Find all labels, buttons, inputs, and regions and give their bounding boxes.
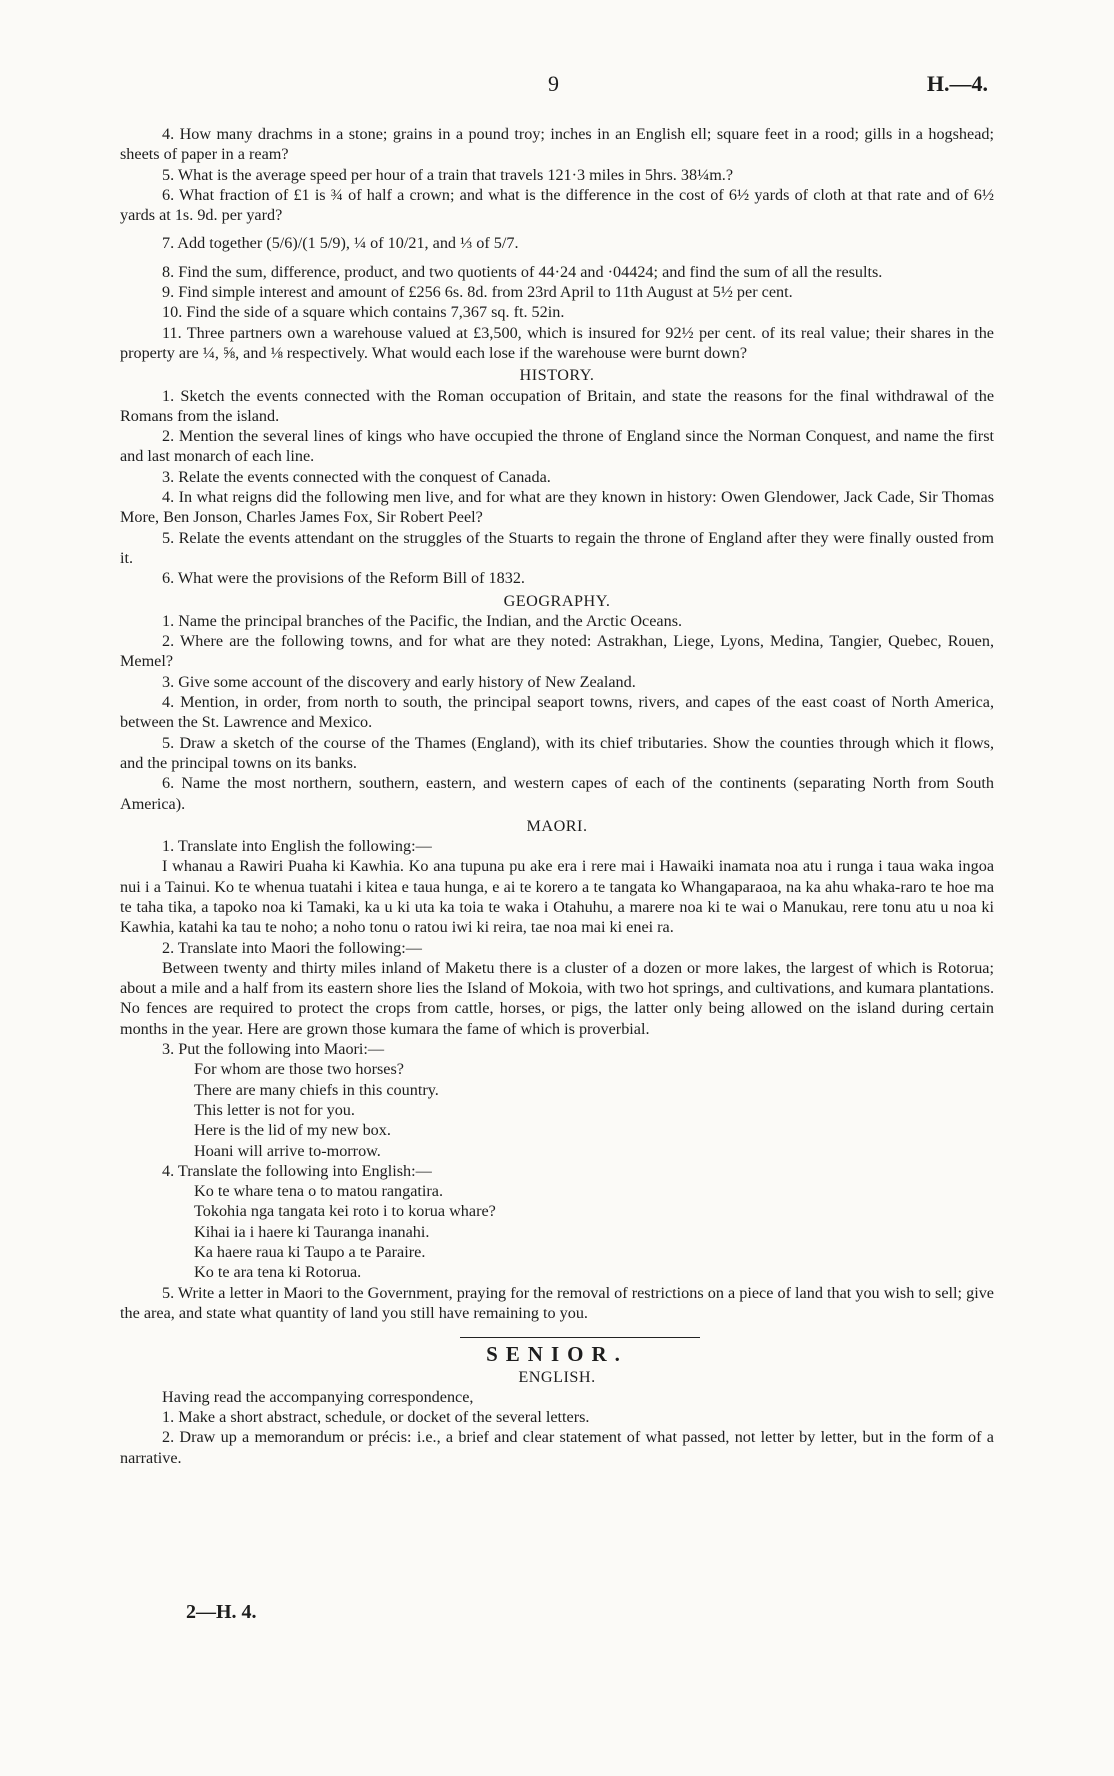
english-passage: Between twenty and thirty miles inland of Maketu there is a cluster of a dozen or more lakes, the largest of which is Rotorua; about a mile and a half from its eastern shore lies the Island of Mokoia, with two hot springs, and cultivations, and kumara plantations. No fences are required to protect the crops from cattle, horses, or pigs, the latter only being allowed on the island during certain months in the year. Here are grown those kumara the fame of which is proverbial. bbox=[120, 958, 994, 1038]
sentence-line: Ka haere raua ki Taupo a te Paraire. bbox=[194, 1243, 426, 1262]
section-divider bbox=[460, 1337, 700, 1338]
history-question: 5. Relate the events attendant on the struggles of the Stuarts to regain the throne of England after they were finally ousted from it. bbox=[120, 528, 994, 567]
signature-mark: 2—H. 4. bbox=[186, 1601, 257, 1623]
sentence-line: Tokohia nga tangata kei roto i to korua whare? bbox=[194, 1202, 496, 1221]
english-heading: ENGLISH. bbox=[518, 1367, 596, 1386]
geography-question: 2. Where are the following towns, and for what are they noted: Astrakhan, Liege, Lyons, Medina, Tangier, Quebec, Rouen, Memel? bbox=[120, 632, 994, 671]
senior-question: 2. Draw up a memorandum or précis: i.e., a brief and clear statement of what passed, not letter by letter, but in the form of a narrative. bbox=[120, 1428, 994, 1467]
arithmetic-question: 4. How many drachms in a stone; grains in a pound troy; inches in an English ell; square feet in a rood; gills in a hogshead; sheets of paper in a ream? bbox=[120, 125, 994, 164]
history-question: 1. Sketch the events connected with the Roman occupation of Britain, and state the reasons for the final withdrawal of the Romans from the island. bbox=[120, 386, 994, 425]
geography-question: 1. Name the principal branches of the Pacific, the Indian, and the Arctic Oceans. bbox=[162, 611, 683, 630]
arithmetic-question: 7. Add together (5/6)/(1 5/9), ¼ of 10/21, and ⅓ of 5/7. bbox=[162, 234, 519, 253]
arithmetic-question: 8. Find the sum, difference, product, and two quotients of 44·24 and ·04424; and find the sum of all the results. bbox=[162, 262, 883, 281]
sentence-line: For whom are those two horses? bbox=[194, 1060, 404, 1079]
history-question: 2. Mention the several lines of kings who have occupied the throne of England since the Norman Conquest, and name the first and last monarch of each line. bbox=[120, 427, 994, 466]
history-question: 3. Relate the events connected with the conquest of Canada. bbox=[162, 467, 551, 486]
sentence-line: Here is the lid of my new box. bbox=[194, 1121, 391, 1140]
arithmetic-question: 10. Find the side of a square which contains 7,367 sq. ft. 52in. bbox=[162, 303, 565, 322]
senior-heading: SENIOR. bbox=[486, 1342, 628, 1367]
senior-intro: Having read the accompanying correspondence, bbox=[162, 1387, 474, 1406]
arithmetic-question: 5. What is the average speed per hour of a train that travels 121·3 miles in 5hrs. 38¼m.? bbox=[162, 165, 734, 184]
maori-heading: MAORI. bbox=[526, 816, 588, 835]
maori-passage: I whanau a Rawiri Puaha ki Kawhia. Ko ana tupuna pu ake era i rere mai i Hawaiki inamata noa atu i runga i taua waka ingoa nui i a Tainui. Ko te whenua tuatahi i kitea e taua hunga, e ai te korero a te tangata ko Whangaparaoa, na ka ahu whaka-raro te hoe ma te taha tika, a tapoko noa ki Tamaki, ka u ki uta ka toia te waka i Otahuhu, a marere noa ki te wai o Manukau, rere tonu atu u noa ki Kawhia, katahi ka tau te noho; a noho tonu o ratou iwi ki reira, tae noa mai ki enei ra. bbox=[120, 857, 994, 937]
geography-question: 6. Name the most northern, southern, eastern, and western capes of each of the continents (separating North from South America). bbox=[120, 774, 994, 813]
history-question: 4. In what reigns did the following men live, and for what are they known in history: Owen Glendower, Jack Cade, Sir Thomas More, Ben Jonson, Charles James Fox, Sir Robert Peel? bbox=[120, 488, 994, 527]
arithmetic-question: 9. Find simple interest and amount of £256 6s. 8d. from 23rd April to 11th August at 5½ per cent. bbox=[162, 283, 793, 302]
sentence-line: This letter is not for you. bbox=[194, 1100, 355, 1119]
maori-question: 1. Translate into English the following:— bbox=[162, 837, 432, 856]
senior-question: 1. Make a short abstract, schedule, or docket of the several letters. bbox=[162, 1408, 590, 1427]
maori-question: 3. Put the following into Maori:— bbox=[162, 1040, 385, 1059]
geography-question: 3. Give some account of the discovery and early history of New Zealand. bbox=[162, 672, 636, 691]
sentence-line: Hoani will arrive to-morrow. bbox=[194, 1141, 381, 1160]
geography-question: 5. Draw a sketch of the course of the Thames (England), with its chief tributaries. Show the counties through which it flows, and the principal towns on its banks. bbox=[120, 733, 994, 772]
history-heading: HISTORY. bbox=[519, 366, 595, 385]
history-question: 6. What were the provisions of the Reform Bill of 1832. bbox=[162, 569, 525, 588]
geography-heading: GEOGRAPHY. bbox=[503, 591, 611, 610]
sentence-line: Ko te whare tena o to matou rangatira. bbox=[194, 1182, 444, 1201]
geography-question: 4. Mention, in order, from north to south, the principal seaport towns, rivers, and capes of the east coast of North America, between the St. Lawrence and Mexico. bbox=[120, 693, 994, 732]
sentence-line: Kihai ia i haere ki Tauranga inanahi. bbox=[194, 1222, 430, 1241]
sentence-line: There are many chiefs in this country. bbox=[194, 1080, 439, 1099]
sentence-line: Ko te ara tena ki Rotorua. bbox=[194, 1263, 362, 1282]
arithmetic-question: 6. What fraction of £1 is ¾ of half a crown; and what is the difference in the cost of 6½ yards of cloth at that rate and of 6½ yards at 1s. 9d. per yard? bbox=[120, 185, 994, 225]
maori-question: 5. Write a letter in Maori to the Government, praying for the removal of restrictions on a piece of land that you wish to sell; give the area, and state what quantity of land you still have remaining to you. bbox=[120, 1283, 994, 1322]
document-body bbox=[120, 124, 994, 1468]
maori-question: 4. Translate the following into English:— bbox=[162, 1161, 432, 1180]
arithmetic-question: 11. Three partners own a warehouse valued at £3,500, which is insured for 92½ per cent. of its real value; their shares in the property are ¼, ⅝, and ⅛ respectively. What would each lose if the warehouse were burnt down? bbox=[120, 323, 994, 362]
page-number: 9 bbox=[548, 71, 559, 96]
document-reference: H.—4. bbox=[926, 71, 988, 96]
maori-question: 2. Translate into Maori the following:— bbox=[162, 938, 422, 957]
